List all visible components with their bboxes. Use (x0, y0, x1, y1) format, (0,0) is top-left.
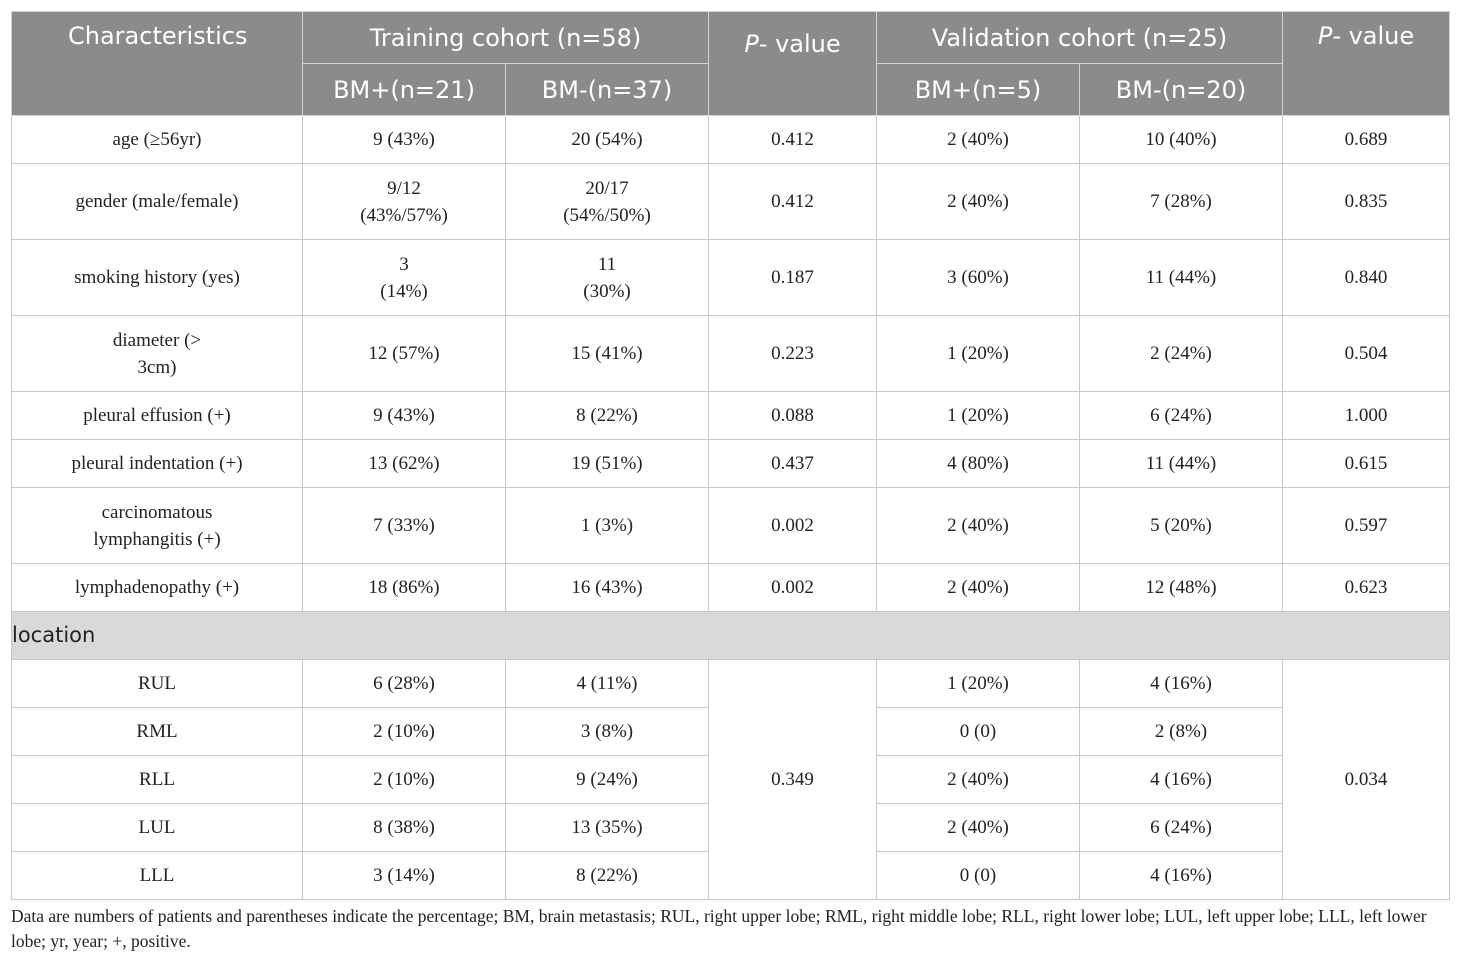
cell-training-bm-neg (506, 316, 709, 392)
cell-line: 9 (43%) (373, 129, 435, 150)
cell-training-bm-neg: 4 (11%) (506, 660, 709, 708)
cell-training-bm-pos (303, 116, 506, 164)
cell-p-value-training: 0.437 (709, 440, 877, 488)
row-label: RML (12, 708, 303, 756)
cell-p-value-validation: 0.840 (1283, 240, 1450, 316)
cell-line: 9/12 (387, 177, 421, 199)
cell-line: 13 (62%) (368, 453, 440, 474)
cell-training-bm-neg (506, 164, 709, 240)
cell-p-value-training: 0.088 (709, 392, 877, 440)
cell-training-bm-pos: 6 (28%) (303, 660, 506, 708)
cell-line: 20 (54%) (571, 129, 643, 150)
header-bm-pos-validation: BM+(n=5) (877, 64, 1080, 116)
cell-line: 7 (28%) (1150, 191, 1212, 212)
header-training-cohort: Training cohort (n=58) (303, 12, 709, 64)
cell-line: 11 (44%) (1145, 267, 1217, 288)
cell-training-bm-pos: 2 (10%) (303, 708, 506, 756)
p-rest: - value (758, 30, 841, 58)
row-label: LLL (12, 852, 303, 900)
cell-training-bm-neg (506, 564, 709, 612)
cell-training-bm-neg: 8 (22%) (506, 852, 709, 900)
cell-validation-bm-neg (1080, 116, 1283, 164)
cell-training-bm-pos (303, 488, 506, 564)
cell-validation-bm-pos: 2 (40%) (877, 804, 1080, 852)
cell-validation-bm-pos: 0 (0) (877, 708, 1080, 756)
row-label (12, 392, 303, 440)
header-p-value-validation (1283, 12, 1450, 116)
cell-validation-bm-pos (877, 440, 1080, 488)
cell-p-value-training: 0.412 (709, 164, 877, 240)
cell-p-value-validation: 0.689 (1283, 116, 1450, 164)
header-p-value-training (709, 12, 877, 116)
header-characteristics: Characteristics (12, 12, 303, 116)
row-label (12, 564, 303, 612)
row-label (12, 116, 303, 164)
cell-p-value-validation: 0.615 (1283, 440, 1450, 488)
cell-line: 4 (80%) (947, 453, 1009, 474)
cell-validation-bm-pos: 2 (40%) (877, 756, 1080, 804)
cell-training-bm-neg: 9 (24%) (506, 756, 709, 804)
cell-validation-bm-pos (877, 240, 1080, 316)
cell-validation-bm-neg: 6 (24%) (1080, 804, 1283, 852)
row-label: RUL (12, 660, 303, 708)
cell-line: 16 (43%) (571, 577, 643, 598)
table-row (12, 440, 1450, 488)
cell-training-bm-pos: 2 (10%) (303, 756, 506, 804)
cell-p-value-training: 0.002 (709, 488, 877, 564)
table-row (12, 316, 1450, 392)
cell-line: age (≥56yr) (112, 129, 202, 150)
table-row (12, 488, 1450, 564)
cell-line: gender (male/female) (75, 191, 239, 212)
p-rest: - value (1332, 22, 1415, 50)
cell-line: 9 (43%) (373, 405, 435, 426)
cell-validation-bm-pos (877, 116, 1080, 164)
cell-validation-bm-neg (1080, 240, 1283, 316)
row-label (12, 164, 303, 240)
cell-validation-bm-neg: 2 (8%) (1080, 708, 1283, 756)
cell-validation-bm-neg (1080, 440, 1283, 488)
cell-line: 3 (60%) (947, 267, 1009, 288)
cell-line: 18 (86%) (368, 577, 440, 598)
cell-validation-bm-neg (1080, 564, 1283, 612)
cell-line: 12 (57%) (368, 343, 440, 364)
cell-training-bm-pos: 8 (38%) (303, 804, 506, 852)
cell-line: (43%/57%) (360, 204, 448, 226)
cell-validation-bm-pos: 1 (20%) (877, 660, 1080, 708)
row-label: RLL (12, 756, 303, 804)
p-italic: P (1317, 22, 1333, 50)
row-label (12, 240, 303, 316)
cell-training-bm-pos (303, 440, 506, 488)
cell-line: 11 (597, 253, 617, 275)
characteristics-table (11, 11, 1450, 900)
cell-training-bm-neg (506, 488, 709, 564)
cell-line: 2 (40%) (947, 191, 1009, 212)
cell-line: lymphangitis (+) (93, 528, 221, 550)
cell-validation-bm-pos (877, 488, 1080, 564)
table-container (11, 11, 1449, 900)
cell-line: 3cm) (137, 356, 177, 378)
cell-line: pleural effusion (+) (83, 405, 231, 426)
cell-p-value-training: 0.002 (709, 564, 877, 612)
cell-validation-bm-neg: 4 (16%) (1080, 852, 1283, 900)
cell-line: smoking history (yes) (74, 267, 240, 288)
cell-validation-bm-neg (1080, 164, 1283, 240)
cell-p-value-validation: 0.504 (1283, 316, 1450, 392)
table-row (12, 392, 1450, 440)
cell-validation-bm-pos (877, 392, 1080, 440)
cell-line: 19 (51%) (571, 453, 643, 474)
cell-training-bm-neg (506, 116, 709, 164)
cell-line: 5 (20%) (1150, 515, 1212, 536)
cell-p-value-validation: 0.835 (1283, 164, 1450, 240)
cell-validation-bm-pos (877, 316, 1080, 392)
cell-validation-bm-pos (877, 164, 1080, 240)
cell-line: 11 (44%) (1145, 453, 1217, 474)
cell-line: (30%) (583, 280, 631, 302)
table-row (12, 660, 1450, 708)
cell-line: 1 (3%) (580, 515, 634, 536)
cell-validation-bm-pos (877, 564, 1080, 612)
table-footnote: Data are numbers of patients and parentheses indicate the percentage; BM, brain metastasis; RUL, right upper lobe; RML, right middle lobe; RLL, right lower lobe; LUL, left upper lobe; LLL, left lower lobe; yr, year; +, positive. (11, 906, 1427, 951)
cell-line: 2 (40%) (947, 577, 1009, 598)
cell-line: 8 (22%) (576, 405, 638, 426)
cell-line: 1 (20%) (947, 405, 1009, 426)
cell-p-value-validation: 1.000 (1283, 392, 1450, 440)
p-italic: P (744, 30, 759, 58)
cell-training-bm-pos (303, 164, 506, 240)
cell-validation-bm-neg (1080, 392, 1283, 440)
header-validation-cohort: Validation cohort (n=25) (877, 12, 1283, 64)
row-label (12, 440, 303, 488)
table-row (12, 164, 1450, 240)
cell-validation-bm-neg (1080, 316, 1283, 392)
table-row (12, 240, 1450, 316)
cell-training-bm-neg (506, 440, 709, 488)
cell-p-value-training: 0.223 (709, 316, 877, 392)
cell-training-bm-pos (303, 392, 506, 440)
cell-training-bm-pos (303, 240, 506, 316)
row-label (12, 316, 303, 392)
cell-training-bm-pos (303, 564, 506, 612)
cell-training-bm-neg (506, 240, 709, 316)
cell-p-value-validation: 0.597 (1283, 488, 1450, 564)
cell-validation-bm-neg: 4 (16%) (1080, 756, 1283, 804)
cell-line: 3 (399, 253, 409, 275)
cell-line: 2 (40%) (947, 515, 1009, 536)
cell-training-bm-neg: 13 (35%) (506, 804, 709, 852)
section-title-location: location (12, 612, 1450, 660)
cell-validation-bm-neg: 4 (16%) (1080, 660, 1283, 708)
section-row (12, 612, 1450, 660)
cell-line: 12 (48%) (1145, 577, 1217, 598)
table-row (12, 116, 1450, 164)
cell-training-bm-neg: 3 (8%) (506, 708, 709, 756)
row-label: LUL (12, 804, 303, 852)
cell-line: (54%/50%) (563, 204, 651, 226)
cell-p-value-training: 0.349 (709, 660, 877, 900)
row-label (12, 488, 303, 564)
cell-training-bm-neg (506, 392, 709, 440)
table-row (12, 564, 1450, 612)
cell-line: 1 (20%) (947, 343, 1009, 364)
cell-line: 2 (40%) (947, 129, 1009, 150)
header-bm-pos-training: BM+(n=21) (303, 64, 506, 116)
header-bm-neg-validation: BM-(n=20) (1080, 64, 1283, 116)
cell-line: lymphadenopathy (+) (74, 577, 240, 598)
cell-line: 2 (24%) (1150, 343, 1212, 364)
header-bm-neg-training: BM-(n=37) (506, 64, 709, 116)
cell-p-value-validation: 0.623 (1283, 564, 1450, 612)
cell-validation-bm-pos: 0 (0) (877, 852, 1080, 900)
cell-line: 7 (33%) (373, 515, 435, 536)
cell-training-bm-pos: 3 (14%) (303, 852, 506, 900)
cell-p-value-training: 0.187 (709, 240, 877, 316)
cell-line: 10 (40%) (1145, 129, 1217, 150)
cell-line: 20/17 (585, 177, 629, 199)
cell-line: pleural indentation (+) (71, 453, 243, 474)
cell-p-value-validation: 0.034 (1283, 660, 1450, 900)
cell-line: (14%) (380, 280, 428, 302)
cell-line: diameter (> (112, 329, 202, 351)
cell-validation-bm-neg (1080, 488, 1283, 564)
cell-p-value-training: 0.412 (709, 116, 877, 164)
cell-training-bm-pos (303, 316, 506, 392)
cell-line: 15 (41%) (571, 343, 643, 364)
cell-line: 6 (24%) (1150, 405, 1212, 426)
cell-line: carcinomatous (101, 501, 213, 523)
